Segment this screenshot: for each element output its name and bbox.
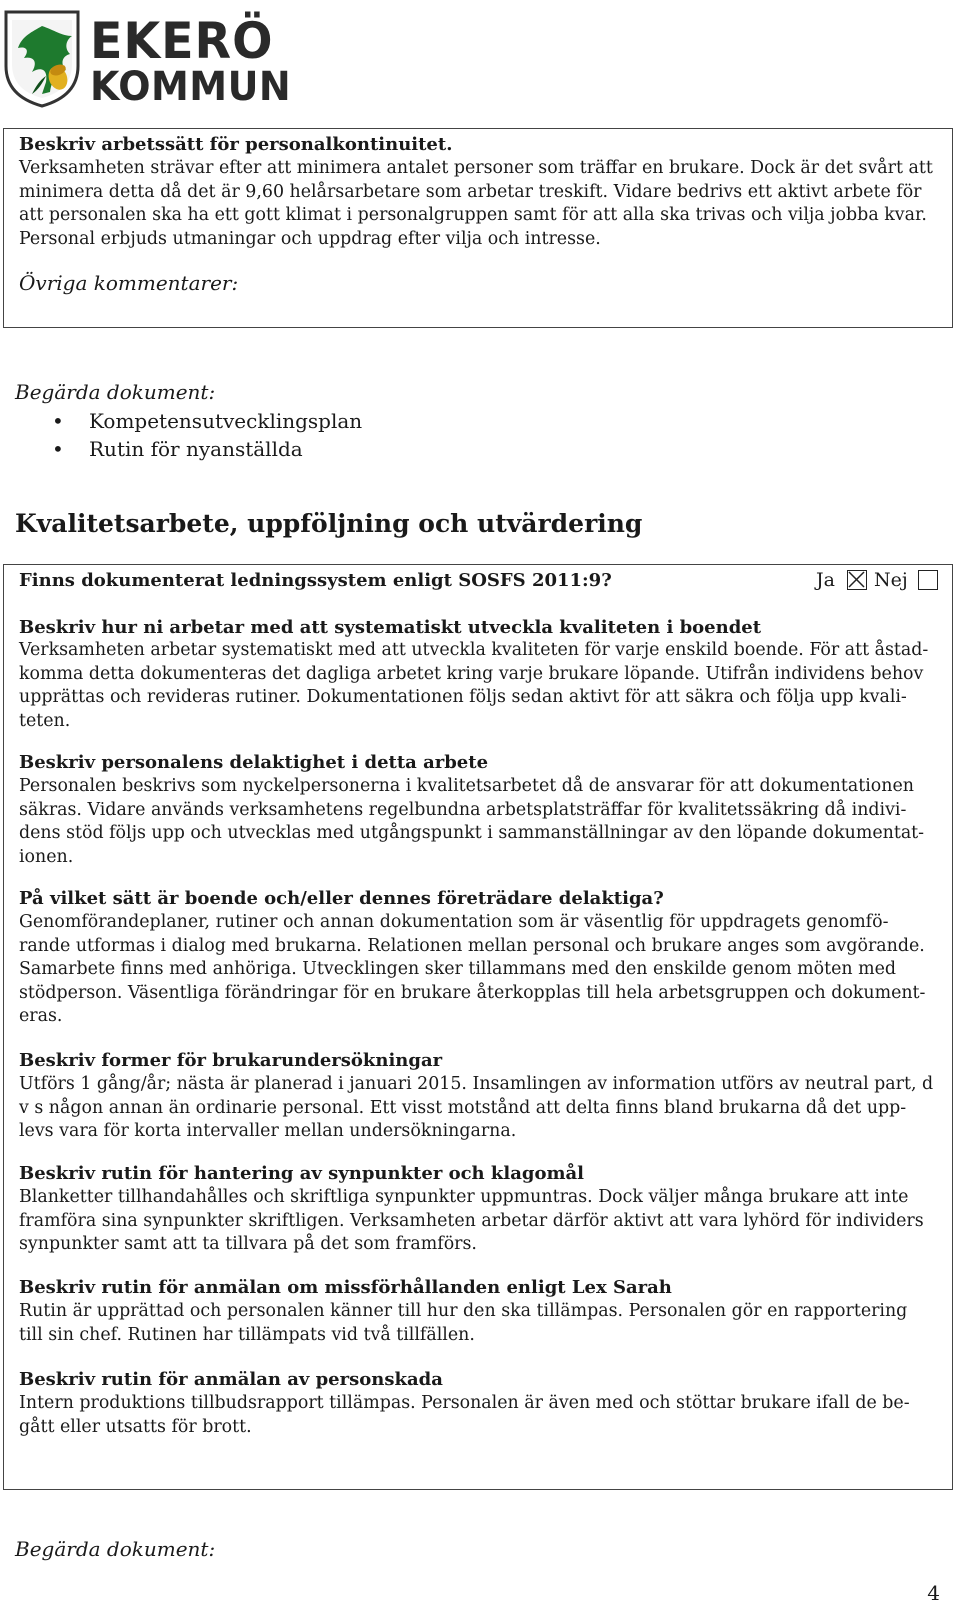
section-title: Kvalitetsarbete, uppföljning och utvärdering (15, 509, 643, 538)
logo-text-ekero: EKERÖ (90, 12, 274, 70)
block-heading: Beskriv rutin för hantering av synpunkter och klagomål (19, 1163, 585, 1184)
no-label: Nej (874, 569, 908, 591)
list-item: • Kompetensutvecklingsplan (52, 407, 362, 435)
coat-of-arms-icon (2, 6, 82, 108)
paragraph-line: Blanketter tillhandahålles och skriftliga synpunkter uppmuntras. Dock väljer många brukare att inte (19, 1187, 909, 1207)
block-heading: Beskriv rutin för anmälan av personskada (19, 1369, 443, 1390)
block-heading: Beskriv rutin för anmälan om missförhållanden enligt Lex Sarah (19, 1277, 672, 1298)
no-checkbox[interactable] (918, 570, 938, 590)
paragraph-line: Personal erbjuds utmaningar och uppdrag efter vilja och intresse. (19, 228, 601, 249)
yes-checkbox[interactable] (847, 570, 867, 590)
block-paragraph (19, 1186, 942, 1257)
paragraph-line: eras. (19, 1006, 63, 1027)
paragraph-line: framföra sina synpunkter skriftligen. Verksamheten arbetar därför aktivt att vara lyhörd för individers (19, 1210, 924, 1231)
paragraph-line: minimera detta då det är 9,60 helårsarbetare som arbetar treskift. Vidare bedrivs ett aktivt arbete för (19, 181, 922, 202)
box1-paragraph (19, 157, 942, 251)
paragraph-line: säkras. Vidare används verksamhetens regelbundna arbetsplatsträffar för kvalitetssäkring då indivi- (19, 799, 907, 820)
block-paragraph (19, 1300, 942, 1347)
paragraph-line: v s någon annan än ordinarie personal. Ett visst motstånd att delta finns bland brukarna då det upp- (19, 1097, 907, 1118)
block-paragraph (19, 639, 942, 733)
personnel-continuity-box (3, 128, 953, 328)
paragraph-line: komma detta dokumenteras det dagliga arbetet kring varje brukare löpande. Utifrån individens behov (19, 663, 924, 684)
paragraph-line: Personalen beskrivs som nyckelpersonerna i kvalitetsarbetet då de ansvarar för att dokumentationen (19, 776, 914, 796)
paragraph-line: Verksamheten strävar efter att minimera antalet personer som träffar en brukare. Dock är det svårt att (19, 158, 933, 178)
list-item: • Rutin för nyanställda (52, 435, 362, 463)
block-heading: Beskriv hur ni arbetar med att systematiskt utveckla kvaliteten i boendet (19, 617, 762, 638)
ekero-kommun-logo (0, 4, 300, 110)
paragraph-line: upprättas och revideras rutiner. Dokumentationen följs sedan aktivt för att säkra och följa upp kvali- (19, 687, 907, 708)
yes-label: Ja (816, 569, 835, 591)
paragraph-line: Utförs 1 gång/år; nästa är planerad i januari 2015. Insamlingen av information utförs av neutral part, d (19, 1074, 934, 1094)
paragraph-line: att personalen ska ha ett gott klimat i personalgruppen samt för att alla ska trivas och vilja jobba kvar. (19, 205, 927, 226)
box1-heading: Beskriv arbetssätt för personalkontinuitet. (19, 134, 453, 155)
block-paragraph (19, 911, 942, 1029)
checkbox-cross-icon (848, 571, 865, 588)
paragraph-line: rande utformas i dialog med brukarna. Relationen mellan personal och brukare anges som avgörande. (19, 935, 925, 956)
paragraph-line: ionen. (19, 846, 74, 867)
quality-work-box (3, 564, 953, 1490)
block-paragraph (19, 1392, 942, 1439)
logo-text-kommun: KOMMUN (90, 64, 292, 110)
requested-documents-label: Begärda dokument: (15, 380, 216, 404)
paragraph-line: gått eller utsatts för brott. (19, 1416, 252, 1437)
other-comments-label: Övriga kommentarer: (19, 271, 239, 295)
block-paragraph (19, 775, 942, 869)
paragraph-line: levs vara för korta intervaller mellan undersökningarna. (19, 1121, 517, 1142)
paragraph-line: synpunkter samt att ta tillvara på det som framförs. (19, 1234, 477, 1255)
page-number: 4 (927, 1581, 940, 1605)
paragraph-line: dens stöd följs upp och utvecklas med utgångspunkt i sammanställningar av den löpande dokumentat- (19, 823, 925, 844)
paragraph-line: teten. (19, 710, 71, 731)
paragraph-line: Samarbete finns med anhöriga. Utvecklingen sker tillammans med den enskilde genom möten med (19, 959, 897, 980)
paragraph-line: Genomförandeplaner, rutiner och annan dokumentation som är väsentlig för uppdragets genomfö- (19, 912, 889, 932)
paragraph-line: stödperson. Väsentliga förändringar för en brukare återkopplas till hela arbetsgruppen och dokument- (19, 982, 926, 1003)
paragraph-line: Verksamheten arbetar systematiskt med att utveckla kvaliteten för varje enskild boende. För att åstad- (19, 640, 929, 660)
block-paragraph (19, 1073, 942, 1144)
paragraph-line: Rutin är upprättad och personalen känner till hur den ska tillämpas. Personalen gör en rapportering (19, 1301, 908, 1321)
block-heading: På vilket sätt är boende och/eller dennes företrädare delaktiga? (19, 888, 664, 909)
management-system-question: Finns dokumenterat ledningssystem enligt SOSFS 2011:9? (19, 570, 612, 591)
block-heading: Beskriv personalens delaktighet i detta arbete (19, 752, 489, 773)
requested-documents-list (52, 407, 362, 463)
paragraph-line: till sin chef. Rutinen har tillämpats vid två tillfällen. (19, 1324, 475, 1345)
block-heading: Beskriv former för brukarundersökningar (19, 1050, 443, 1071)
paragraph-line: Intern produktions tillbudsrapport tillämpas. Personalen är även med och stöttar brukare ifall de be- (19, 1393, 910, 1413)
requested-documents-label: Begärda dokument: (15, 1537, 216, 1561)
